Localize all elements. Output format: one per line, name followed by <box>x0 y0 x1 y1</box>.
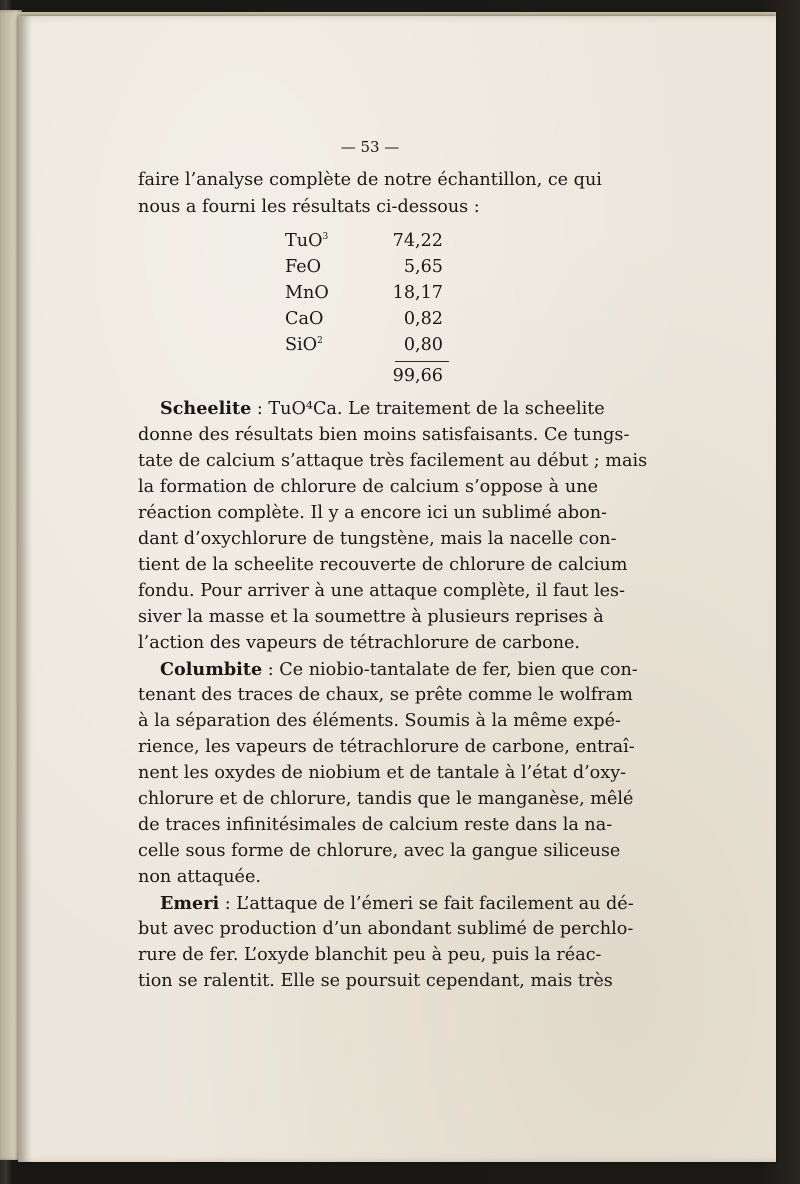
intro-line-1: faire l’analyse complète de notre échantillon, ce qui <box>138 170 602 190</box>
scheelite-line: tate de calcium s’attaque très facilement au début ; mais <box>138 451 648 471</box>
columbite-line: à la séparation des éléments. Soumis à la même expé- <box>138 711 621 731</box>
table-formula: FeO <box>285 257 322 277</box>
page-number: — 53 — <box>340 138 400 156</box>
scheelite-line: donne des résultats bien moins satisfaisants. Ce tungs- <box>138 425 630 445</box>
table-formula: CaO <box>285 309 324 329</box>
scheelite-line: l’action des vapeurs de tétrachlorure de carbone. <box>138 633 581 653</box>
columbite-line: nent les oxydes de niobium et de tantale à l’état d’oxy- <box>138 763 627 783</box>
columbite-line: chlorure et de chlorure, tandis que le manganèse, mêlé <box>138 789 634 809</box>
columbite-line: celle sous forme de chlorure, avec la gangue siliceuse <box>138 841 621 861</box>
table-formula: MnO <box>285 283 329 303</box>
table-value: 0,82 <box>403 309 443 329</box>
emeri-line: rure de fer. L’oxyde blanchit peu à peu, puis la réac- <box>138 945 602 965</box>
scheelite-line: siver la masse et la soumettre à plusieurs reprises à <box>138 607 604 627</box>
table-formula: SiO$^2$ <box>285 335 323 355</box>
scheelite-line: la formation de chlorure de calcium s’oppose à une <box>138 477 598 497</box>
scheelite-line: tient de la scheelite recouverte de chlorure de calcium <box>138 555 628 575</box>
intro-line-2: nous a fourni les résultats ci-dessous : <box>138 197 480 217</box>
scheelite-line: réaction complète. Il y a encore ici un sublimé abon- <box>138 503 608 523</box>
table-value: 18,17 <box>392 283 443 303</box>
columbite-line-1: Columbite : Ce niobio-tantalate de fer, bien que con- <box>160 659 638 680</box>
sum-rule <box>395 361 449 362</box>
spine-shadow <box>18 16 32 1162</box>
table-value: 0,80 <box>403 335 443 355</box>
scheelite-line: fondu. Pour arriver à une attaque complète, il faut les- <box>138 581 625 601</box>
emeri-heading: Emeri <box>160 893 220 914</box>
table-value: 5,65 <box>403 257 443 277</box>
columbite-line: tenant des traces de chaux, se prête comme le wolfram <box>138 685 633 705</box>
table-formula: TuO$^3$ <box>285 231 329 251</box>
scheelite-line-1: Scheelite : TuO⁴Ca. Le traitement de la scheelite <box>160 398 605 419</box>
columbite-line: rience, les vapeurs de tétrachlorure de carbone, entraî- <box>138 737 635 757</box>
columbite-heading: Columbite <box>160 659 263 680</box>
scheelite-line: dant d’oxychlorure de tungstène, mais la nacelle con- <box>138 529 617 549</box>
columbite-line: non attaquée. <box>138 867 261 887</box>
columbite-line: de traces infinitésimales de calcium reste dans la na- <box>138 815 613 835</box>
emeri-line: tion se ralentit. Elle se poursuit cependant, mais très <box>138 971 613 991</box>
table-total: 99,66 <box>392 366 443 386</box>
scheelite-heading: Scheelite <box>160 398 252 419</box>
emeri-line: but avec production d’un abondant sublimé de perchlo- <box>138 919 634 939</box>
emeri-line-1: Emeri : L’attaque de l’émeri se fait facilement au dé- <box>160 893 634 914</box>
table-value: 74,22 <box>392 231 443 251</box>
